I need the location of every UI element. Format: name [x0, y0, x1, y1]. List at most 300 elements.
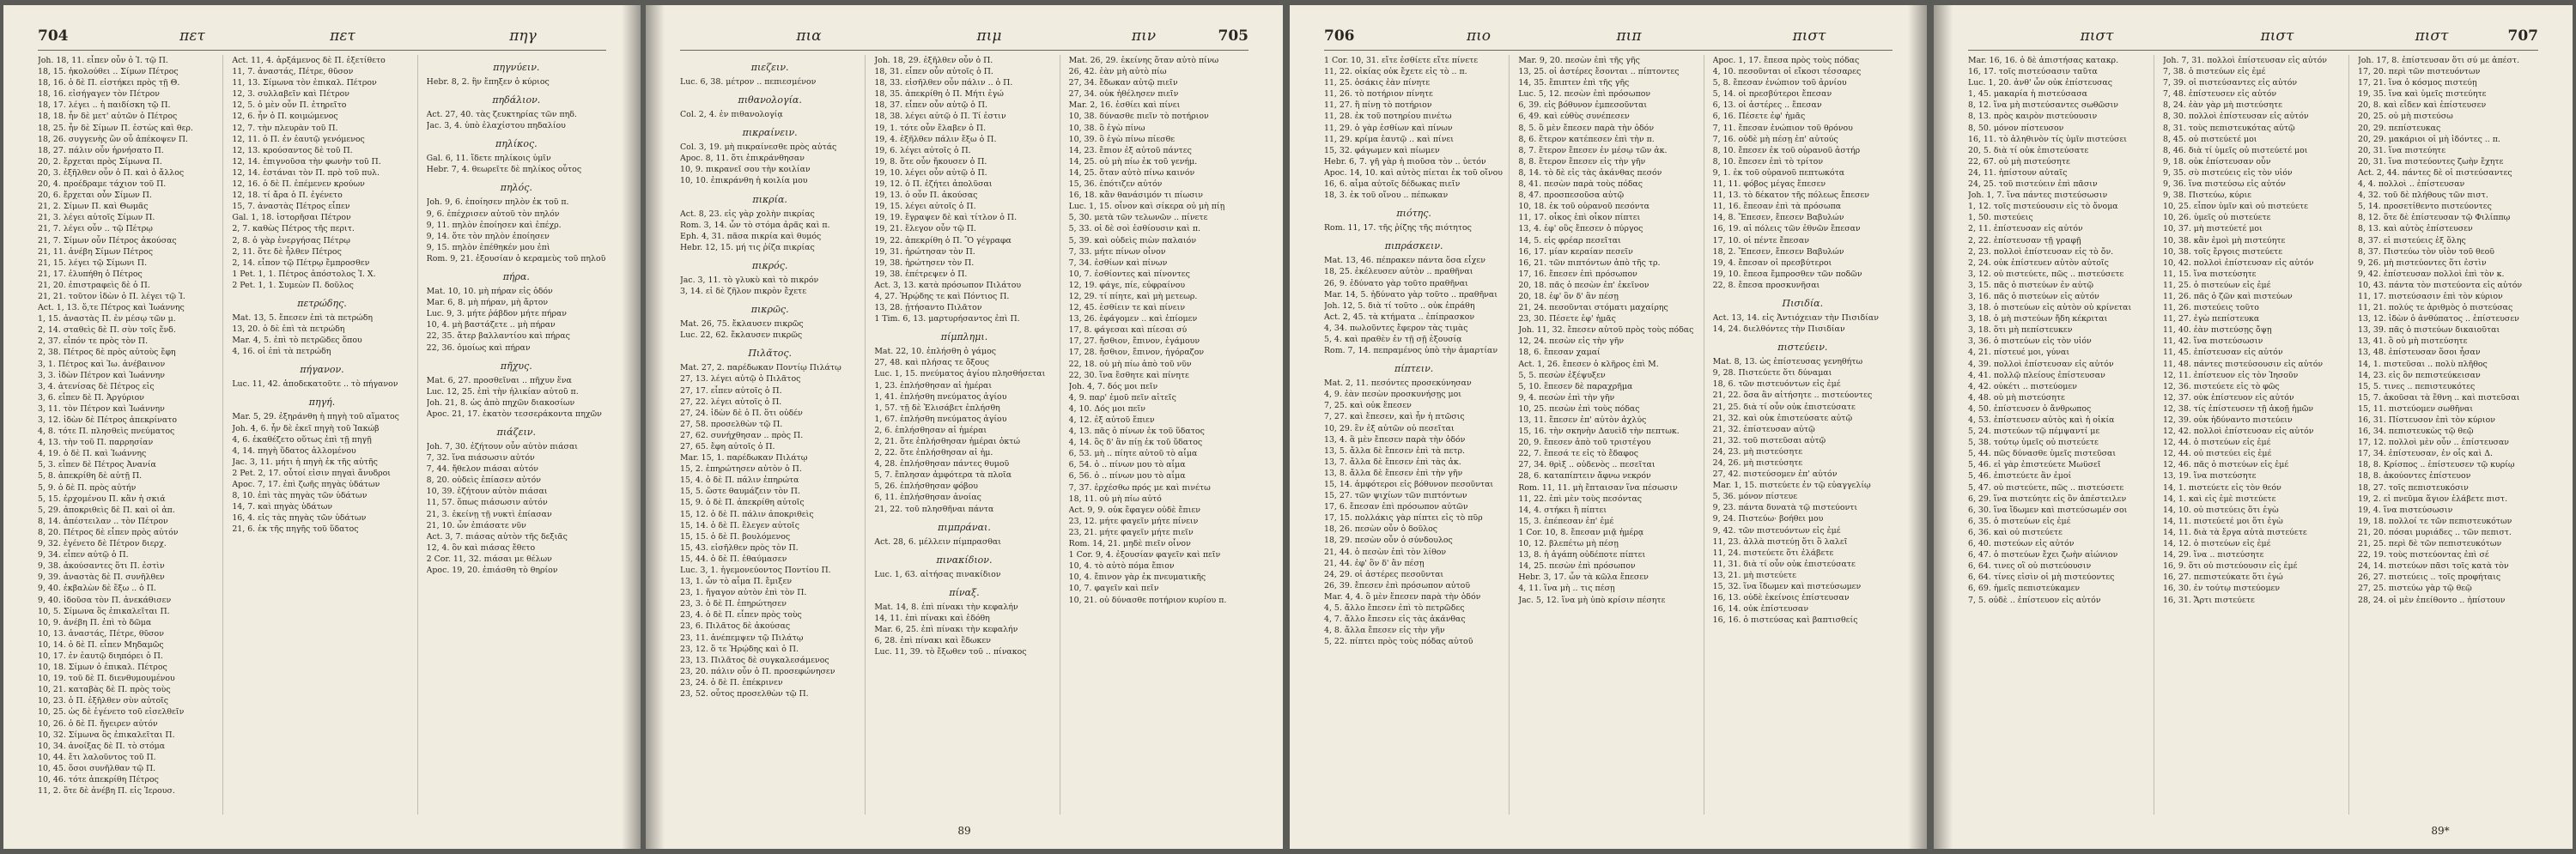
concordance-entry: 4, 6. ἐκαθέζετο οὕτως ἐπὶ τῇ πηγῇ	[232, 434, 372, 445]
concordance-entry: 11, 22. οἰκίας οὐκ ἔχετε εἰς τὸ .. π.	[1324, 67, 1467, 77]
concordance-entry: Act. 2, 45. τὰ κτήματα .. ἐπίπρασκον	[1324, 312, 1475, 322]
concordance-entry: 12, 3. συλλαβεῖν καὶ Πέτρον	[232, 89, 350, 100]
concordance-entry: Joh. 18, 11. εἶπεν οὖν ὁ Ἰ. τῷ Π.	[38, 56, 168, 65]
concordance-entry: 11, 45. ἐπίστευσαν εἰς αὐτόν	[2163, 348, 2283, 358]
concordance-entry: 18, 26. πεσὼν οὖν ὁ δοῦλος	[1324, 524, 1437, 535]
concordance-entry: 14, 24. διελθόντες τὴν Πισιδίαν	[1712, 324, 1845, 335]
concordance-entry: 14, 1. πιστεύετε εἰς τὸν θεόν	[2163, 482, 2281, 493]
concordance-entry: 10, 34. ἀνοίξας δὲ Π. τὸ στόμα	[38, 741, 166, 751]
concordance-entry: 2, 22. ἐπίστευσαν τῇ γραφῇ	[1968, 235, 2081, 245]
concordance-entry: Joh. 7, 31. πολλοὶ ἐπίστευσαν εἰς αὐτόν	[2163, 56, 2327, 65]
concordance-entry: 8, 10. ἔπεσεν ἐκ τοῦ οὐρανοῦ ἀστήρ	[1712, 145, 1861, 155]
concordance-entry: 15, 16. τὴν σκηνὴν Δαυεὶδ τὴν πεπτωκ.	[1518, 427, 1680, 437]
concordance-entry: 1 Pet. 1, 1. Πέτρος ἀπόστολος Ἰ. Χ.	[232, 269, 376, 279]
concordance-entry: 6, 35. ὁ πιστεύων εἰς ἐμέ	[1968, 516, 2071, 526]
concordance-entry: 23, 12. μήτε φαγεῖν μήτε πίνειν	[1068, 516, 1199, 526]
concordance-entry: 1 Cor. 9, 4. ἐξουσίαν φαγεῖν καὶ πεῖν	[1068, 550, 1221, 560]
concordance-entry: 21, 32. τοῦ πιστεῦσαι αὐτῷ	[1712, 435, 1826, 445]
concordance-entry: Luc. 1, 15. οἶνον καὶ σίκερα οὐ μὴ πίῃ	[1068, 202, 1225, 212]
concordance-entry: 6, 64. τίνες εἰσὶν οἱ μὴ πιστεύοντες	[1968, 572, 2115, 583]
concordance-entry: 24, 25. τοῦ πιστεύειν ἐπὶ πᾶσιν	[1968, 179, 2098, 190]
running-headword-right: πηγ	[509, 27, 537, 45]
concordance-entry: 9, 24. Πιστεύω· βοήθει μου	[1712, 514, 1824, 524]
concordance-entry: 10, 4. μὴ βαστάζετε .. μὴ πήραν	[426, 320, 556, 330]
concordance-entry: 3, 16. πᾶς ὁ πιστεύων εἰς αὐτόν	[1968, 291, 2099, 301]
concordance-entry: 27, 34. οὐκ ἠθέλησεν πιεῖν	[1068, 89, 1179, 100]
lemma-heading: πιστεύειν.	[1777, 342, 1828, 354]
concordance-entry: 21, 25. διὰ τί οὖν οὐκ ἐπιστεύσατε	[1712, 402, 1856, 412]
running-headword-center: πιμ	[976, 27, 1002, 45]
lemma-heading: πίπτειν.	[1394, 363, 1434, 375]
concordance-entry: 1, 45. μακαρία ἡ πιστεύσασα	[1968, 89, 2087, 100]
concordance-entry: 13, 26. ἐφάγομεν .. καὶ ἐπίομεν	[1068, 314, 1198, 324]
concordance-entry: 13, 48. ἐπίστευσαν ὅσοι ἦσαν	[2358, 348, 2481, 358]
concordance-entry: 27, 65. ἔφη αὐτοῖς ὁ Π.	[680, 441, 775, 451]
text-column	[1713, 55, 1893, 815]
concordance-entry: 3, 18. ὅτι μὴ πεπίστευκεν	[1968, 325, 2073, 336]
concordance-entry: 10, 17. ἐν ἑαυτῷ διηπόρει ὁ Π.	[38, 651, 163, 661]
running-headword-right: πιστ	[1792, 27, 1826, 45]
text-column	[1069, 55, 1249, 815]
concordance-entry: 4, 9. ἐὰν πεσὼν προσκυνήσῃς μοι	[1324, 390, 1461, 400]
concordance-entry: 6, 54. ὁ .. πίνων μου τὸ αἷμα	[1068, 460, 1186, 470]
lemma-heading: πηγή.	[308, 397, 336, 409]
concordance-entry: Apoc. 1, 17. ἔπεσα πρὸς τοὺς πόδας	[1712, 56, 1860, 65]
concordance-entry: 16, 19. αἱ πόλεις τῶν ἐθνῶν ἔπεσαν	[1712, 224, 1861, 234]
lemma-heading: πηλός.	[500, 182, 532, 194]
concordance-entry: 6, 30. ἵνα ἴδωμεν καὶ πιστεύσωμέν σοι	[1968, 505, 2128, 515]
running-headword-center: πιπ	[1616, 27, 1642, 45]
concordance-entry: 3, 18. ὁ πιστεύων εἰς αὐτὸν οὐ κρίνεται	[1968, 303, 2132, 313]
concordance-entry: 16, 9. ὅτι οὐ πιστεύουσιν εἰς ἐμέ	[2163, 561, 2298, 572]
concordance-entry: 17, 20. περὶ τῶν πιστευόντων	[2358, 67, 2481, 77]
concordance-entry: 18, 18. ἦν δὲ μετ' αὐτῶν ὁ Πέτρος	[38, 112, 178, 122]
concordance-entry: 15, 5. ὥστε θαυμάζειν τὸν Π.	[680, 487, 800, 497]
concordance-entry: Hebr. 8, 2. ἣν ἔπηξεν ὁ κύριος	[426, 77, 550, 87]
concordance-entry: 18, 6. τῶν πιστευόντων εἰς ἐμέ	[1712, 379, 1841, 390]
concordance-entry: 14, 23. εἰς ὃν πεπιστεύκεισαν	[2358, 370, 2481, 380]
concordance-entry: 5, 14. προσετίθεντο πιστεύοντες	[2358, 202, 2492, 212]
concordance-entry: 18, 29. πεσὼν οὖν ὁ σύνδουλος	[1324, 536, 1453, 546]
concordance-entry: 10, 38. κἂν ἐμοὶ μὴ πιστεύητε	[2163, 235, 2286, 245]
concordance-entry: 13, 8. ἄλλα δὲ ἔπεσεν ἐπὶ τὴν γῆν	[1324, 468, 1463, 478]
concordance-entry: 12, 14. ἐπιγνοῦσα τὴν φωνὴν τοῦ Π.	[232, 156, 381, 167]
concordance-entry: 4, 8. ἄλλα ἔπεσεν εἰς τὴν γῆν	[1324, 626, 1445, 636]
concordance-entry: 3, 3. ἰδὼν Πέτρον καὶ Ἰωάννην	[38, 370, 165, 380]
concordance-entry: 15, 5. τινες .. πεπιστευκότες	[2358, 381, 2476, 391]
concordance-entry: 26, 39. ἔπεσεν ἐπὶ πρόσωπον αὐτοῦ	[1324, 580, 1471, 591]
concordance-entry: 9, 28. Πιστεύετε ὅτι δύναμαι	[1712, 368, 1832, 379]
concordance-entry: 1, 12. τοῖς πιστεύουσιν εἰς τὸ ὄνομα	[1968, 202, 2118, 212]
concordance-entry: 7, 5. οὐδὲ .. ἐπίστευον εἰς αὐτόν	[1968, 595, 2101, 605]
concordance-entry: 6, 39. εἰς βόθυνον ἐμπεσοῦνται	[1518, 100, 1648, 111]
concordance-entry: 22, 8. ἔπεσα προσκυνῆσαι	[1712, 280, 1820, 290]
lemma-heading: πιότης.	[1396, 208, 1431, 220]
concordance-entry: 5, 4. καὶ πραθὲν ἐν τῇ σῇ ἐξουσίᾳ	[1324, 334, 1462, 344]
concordance-entry: Col. 3, 19. μὴ πικραίνεσθε πρὸς αὐτάς	[680, 142, 837, 153]
concordance-entry: Mar. 2, 16. ἐσθίει καὶ πίνει	[1068, 100, 1181, 111]
concordance-entry: 12, 44. ὁ πιστεύων εἰς ἐμέ	[2163, 438, 2271, 448]
running-headword-center: πετ	[330, 27, 355, 45]
concordance-entry: 9, 40. ἐκβαλὼν δὲ ἔξω .. ὁ Π.	[38, 584, 156, 594]
concordance-entry: 17, 15. πολλάκις γὰρ πίπτει εἰς τὸ πῦρ	[1324, 513, 1483, 524]
concordance-entry: 4, 34. πωλοῦντες ἔφερον τὰς τιμὰς	[1324, 323, 1468, 333]
concordance-entry: 26, 27. πιστεύεις .. τοῖς προφήταις	[2358, 572, 2501, 583]
concordance-entry: 6, 28. ἐπὶ πίνακι καὶ ἔδωκεν	[874, 636, 991, 646]
concordance-entry: 6, 53. μὴ .. πίητε αὐτοῦ τὸ αἷμα	[1068, 449, 1198, 459]
concordance-entry: 5, 24. πιστεύων τῷ πέμψαντί με	[1968, 427, 2100, 437]
concordance-entry: Rom. 9, 21. ἐξουσίαν ὁ κεραμεὺς τοῦ πηλοῦ	[426, 253, 606, 263]
concordance-entry: 13, 19. ἵνα πιστεύσητε	[2163, 471, 2257, 482]
concordance-entry: 18, 27. τοῖς πεπιστευκόσιν	[2358, 482, 2469, 493]
running-headword-right: πιν	[1131, 27, 1157, 45]
concordance-entry: Mat. 10, 10. μὴ πήραν εἰς ὁδόν	[426, 287, 553, 297]
concordance-entry: 21, 25. περὶ δὲ τῶν πεπιστευκότων	[2358, 539, 2502, 549]
concordance-entry: 12, 14. ἑστάναι τὸν Π. πρὸ τοῦ πυλ.	[232, 167, 380, 178]
concordance-entry: 27, 17. εἶπεν αὐτοῖς ὁ Π.	[680, 385, 782, 396]
concordance-entry: 7, 37. ἐρχέσθω πρός με καὶ πινέτω	[1068, 482, 1211, 493]
concordance-entry: 11, 15. ἵνα πιστεύσητε	[2163, 269, 2257, 279]
concordance-entry: 13, 21. μὴ πιστεύετε	[1712, 570, 1797, 580]
concordance-entry: 1 Tim. 6, 13. μαρτυρήσαντος ἐπὶ Π.	[874, 314, 1020, 324]
concordance-entry: 4, 13. τὴν τοῦ Π. παρρησίαν	[38, 438, 154, 448]
concordance-entry: Mar. 6, 25. ἐπὶ πίνακι τὴν κεφαλήν	[874, 625, 1018, 635]
concordance-entry: 14, 25. οὐ μὴ πίω ἐκ τοῦ γενήμ.	[1068, 156, 1198, 167]
concordance-entry: 1, 15. ἀναστὰς Π. ἐν μέσῳ τῶν μ.	[38, 314, 176, 324]
concordance-entry: 5, 36. μόνον πίστευε	[1712, 492, 1798, 502]
concordance-entry: 11, 29. ὁ γὰρ ἐσθίων καὶ πίνων	[1324, 123, 1453, 133]
concordance-entry: 5, 38. τούτῳ ὑμεῖς οὐ πιστεύετε	[1968, 438, 2099, 448]
concordance-entry: 10, 43. πάντα τὸν πιστεύοντα εἰς αὐτόν	[2358, 280, 2523, 290]
page-gutter-shadow	[1908, 5, 1927, 849]
concordance-entry: Gal. 6, 11. ἴδετε πηλίκοις ὑμῖν	[426, 154, 551, 164]
concordance-entry: 26, 42. ἐὰν μὴ αὐτὸ πίω	[1068, 67, 1167, 77]
concordance-entry: 7, 16. οὐδὲ μὴ πέσῃ ἐπ' αὐτούς	[1712, 134, 1838, 144]
concordance-entry: 19, 10. λέγει οὖν αὐτῷ ὁ Π.	[874, 167, 987, 178]
concordance-entry: 14, 8. Ἔπεσεν, ἔπεσεν Βαβυλών	[1712, 213, 1844, 223]
concordance-entry: 7, 44. ἤθελον πιάσαι αὐτόν	[426, 464, 538, 475]
concordance-entry: 18, 33. εἰσῆλθεν οὖν πάλιν .. ὁ Π.	[874, 78, 1013, 88]
concordance-entry: 15, 32. φάγωμεν καὶ πίωμεν	[1324, 145, 1440, 155]
concordance-entry: 19, 12. ὁ Π. ἐζήτει ἀπολῦσαι	[874, 179, 993, 190]
concordance-entry: 12, 5. ὁ μὲν οὖν Π. ἐτηρεῖτο	[232, 100, 347, 111]
concordance-entry: 9, 1. ἐκ τοῦ οὐρανοῦ πεπτωκότα	[1712, 167, 1845, 178]
concordance-entry: 4, 9. παρ' ἐμοῦ πεῖν αἰτεῖς	[1068, 392, 1176, 403]
concordance-entry: 10, 4. ἔπινον γὰρ ἐκ πνευματικῆς	[1068, 572, 1206, 583]
concordance-entry: 19, 31. ἠρώτησαν τὸν Π.	[874, 246, 975, 257]
concordance-entry: Joh. 7, 30. ἐζήτουν οὖν αὐτὸν πιάσαι	[426, 441, 578, 451]
concordance-entry: 27, 13. λέγει αὐτῷ ὁ Πιλᾶτος	[680, 374, 801, 385]
concordance-entry: Mar. 14, 5. ἠδύνατο γὰρ τοῦτο .. πραθῆναι	[1324, 289, 1498, 300]
concordance-entry: 5, 7. ἔπλησαν ἀμφότερα τὰ πλοῖα	[874, 470, 1012, 481]
concordance-entry: Joh. 17, 8. ἐπίστευσαν ὅτι σύ με ἀπέστ.	[2358, 56, 2520, 65]
concordance-entry: 4, 48. οὐ μὴ πιστεύσητε	[1968, 392, 2065, 403]
concordance-entry: 16, 34. πεπιστευκὼς τῷ θεῷ	[2358, 427, 2474, 437]
concordance-entry: 17, 28. ἤσθιον, ἔπινον, ἠγόραζον	[1068, 348, 1205, 358]
concordance-entry: 21, 7. Σίμων οὖν Πέτρος ἀκούσας	[38, 235, 177, 245]
concordance-entry: 23, 3. ὁ δὲ Π. ἐπηρώτησεν	[680, 599, 787, 609]
concordance-entry: 12, 19. φάγε, πίε, εὐφραίνου	[1068, 280, 1186, 290]
concordance-entry: 22, 67. οὐ μὴ πιστεύσητε	[1968, 156, 2070, 167]
concordance-entry: 19, 1. τότε οὖν ἔλαβεν ὁ Π.	[874, 123, 987, 133]
concordance-entry: 21, 3. ἐκείνῃ τῇ νυκτὶ ἐπίασαν	[426, 509, 552, 519]
header-rule	[38, 50, 606, 51]
concordance-entry: 19, 19. ἔγραψεν δὲ καὶ τίτλον ὁ Π.	[874, 213, 1018, 223]
page-columns	[38, 55, 606, 815]
concordance-entry: 11, 31. διὰ τί οὖν οὐκ ἐπιστεύσατε	[1712, 559, 1856, 569]
concordance-entry: 6, 69. ἡμεῖς πεπιστεύκαμεν	[1968, 584, 2081, 594]
concordance-entry: 18, 16. ὁ δὲ Π. εἱστήκει πρὸς τῇ Θ.	[38, 78, 180, 88]
concordance-entry: 5, 39. καὶ οὐδεὶς πιὼν παλαιόν	[1068, 235, 1197, 245]
lemma-heading: πικραίνειν.	[742, 127, 798, 139]
concordance-entry: Mat. 26, 75. ἔκλαυσεν πικρῶς	[680, 319, 804, 330]
concordance-entry: 9, 15. πηλὸν ἐπέθηκέν μου ἐπὶ	[426, 242, 550, 252]
concordance-entry: 4, 12. ἐξ αὐτοῦ ἔπιεν	[1068, 415, 1155, 425]
concordance-entry: 19, 38. ἐπέτρεψεν ὁ Π.	[874, 269, 968, 279]
concordance-entry: 8, 13. καὶ αὐτὸς ἐπίστευσεν	[2358, 224, 2473, 234]
concordance-entry: 8, 20. οὐδεὶς ἐπίασεν αὐτόν	[426, 475, 541, 486]
concordance-entry: 1, 41. ἐπλήσθη πνεύματος ἁγίου	[874, 391, 1007, 402]
concordance-entry: Col. 2, 4. ἐν πιθανολογίᾳ	[680, 110, 783, 120]
concordance-entry: 22, 18. οὐ μὴ πίω ἀπὸ τοῦ νῦν	[1068, 359, 1192, 369]
concordance-entry: 21, 10. ὧν ἐπιάσατε νῦν	[426, 520, 526, 530]
concordance-entry: 1, 23. ἐπλήσθησαν αἱ ἡμέραι	[874, 380, 993, 391]
concordance-entry: 12, 29. τί πίητε, καὶ μὴ μετεωρ.	[1068, 291, 1198, 301]
concordance-entry: 20, 25. οὐ μὴ πιστεύσω	[2358, 112, 2453, 122]
concordance-entry: 12, 13. κρούσαντος δὲ τοῦ Π.	[232, 145, 353, 155]
concordance-entry: Mat. 6, 27. προσθεῖναι .. πῆχυν ἕνα	[426, 375, 572, 385]
concordance-entry: 6, 49. καὶ εὐθὺς συνέπεσεν	[1518, 112, 1630, 122]
lemma-heading: πετρώδης.	[297, 297, 347, 309]
concordance-entry: 27, 62. συνήχθησαν .. πρὸς Π.	[680, 430, 804, 440]
concordance-entry: 10, 38. ὃ ἐγὼ πίνω	[1068, 123, 1145, 133]
concordance-entry: 12, 18. τί ἄρα ὁ Π. ἐγένετο	[232, 191, 343, 201]
lemma-heading: πῆχυς.	[500, 360, 532, 372]
concordance-entry: 2, 22. ὅτε ἐπλήσθησαν αἱ ἡμ.	[874, 448, 993, 458]
concordance-entry: 21, 3. λέγει αὐτοῖς Σίμων Π.	[38, 213, 155, 223]
concordance-entry: 16, 6. αἷμα αὐτοῖς δέδωκας πιεῖν	[1324, 179, 1461, 190]
concordance-entry: 2, 6. ἐπλήσθησαν αἱ ἡμέραι	[874, 425, 987, 435]
concordance-entry: 26, 9. ἐδύνατο γὰρ τοῦτο πραθῆναι	[1324, 278, 1468, 288]
concordance-entry: 9, 40. ἰδοῦσα τὸν Π. ἀνεκάθισεν	[38, 595, 172, 605]
concordance-entry: 20, 18. πᾶς ὁ πεσὼν ἐπ' ἐκεῖνον	[1518, 280, 1649, 290]
concordance-entry: 15, 43. εἰσῆλθεν πρὸς τὸν Π.	[680, 542, 799, 553]
concordance-entry: 19, 6. λέγει αὐτοῖς ὁ Π.	[874, 145, 971, 155]
concordance-entry: Act. 11, 4. ἀρξάμενος δὲ Π. ἐξετίθετο	[232, 56, 386, 65]
concordance-entry: 16, 17. τοῖς πιστεύσασιν ταῦτα	[1968, 67, 2098, 77]
concordance-entry: 11, 23. ἀλλὰ πιστεύῃ ὅτι ὃ λαλεῖ	[1712, 536, 1848, 547]
page-header	[1324, 27, 1893, 48]
concordance-entry: 16, 13. οὐδὲ ἐκείνοις ἐπίστευσαν	[1712, 593, 1850, 603]
concordance-entry: 8, 41. πεσὼν παρὰ τοὺς πόδας	[1518, 179, 1643, 190]
concordance-entry: 12, 44. οὐ πιστεύει εἰς ἐμέ	[2163, 449, 2272, 459]
concordance-entry: 8, 20. Πέτρος δὲ εἶπεν πρὸς αὐτόν	[38, 527, 179, 537]
concordance-entry: 19, 4. ἐξῆλθεν πάλιν ἔξω ὁ Π.	[874, 134, 997, 144]
concordance-entry: 21, 32. καὶ οὐκ ἐπιστεύσατε αὐτῷ	[1712, 413, 1853, 423]
concordance-entry: 15, 36. ἐπότιζεν αὐτόν	[1068, 179, 1163, 190]
concordance-entry: 8, 7. ἕτερον ἔπεσεν ἐν μέσῳ τῶν ἀκ.	[1518, 145, 1668, 155]
concordance-entry: 10, 19. τοῦ δὲ Π. διενθυμουμένου	[38, 674, 175, 684]
concordance-entry: 23, 21. μήτε φαγεῖν μήτε πιεῖν	[1068, 527, 1194, 537]
concordance-entry: 11, 27. ἢ πίνῃ τὸ ποτήριον	[1324, 100, 1432, 111]
concordance-entry: 11, 16. ἔπεσαν ἐπὶ τὰ πρόσωπα	[1712, 202, 1842, 212]
concordance-entry: 13, 12. ἰδὼν ὁ ἀνθύπατος .. ἐπίστευσεν	[2358, 314, 2519, 324]
concordance-entry: 20, 9. ἔπεσεν ἀπὸ τοῦ τριστέγου	[1518, 438, 1651, 448]
concordance-entry: 15, 4. ὁ δὲ Π. πάλιν ἐπηρώτα	[680, 475, 799, 486]
concordance-entry: 15, 32. ἵνα ἴδωμεν καὶ πιστεύσωμεν	[1712, 582, 1862, 592]
page-gutter-shadow	[1934, 5, 1953, 849]
concordance-entry: 8, 13. πρὸς καιρὸν πιστεύουσιν	[1968, 112, 2098, 122]
concordance-entry: Joh. 11, 32. ἔπεσεν αὐτοῦ πρὸς τοὺς πόδας	[1518, 325, 1694, 336]
lemma-heading: πιθανολογία.	[738, 94, 802, 106]
concordance-entry: 13, 20. ὁ δὲ ἐπὶ τὰ πετρώδη	[232, 324, 345, 335]
concordance-entry: Joh. 9, 6. ἐποίησεν πηλὸν ἐκ τοῦ π.	[426, 197, 569, 208]
concordance-entry: Jac. 3, 11. μήτι ἡ πηγὴ ἐκ τῆς αὐτῆς	[232, 457, 378, 467]
concordance-entry: 22, 30. ἵνα ἔσθητε καὶ πίνητε	[1068, 370, 1189, 380]
concordance-entry: 12, 45. ἐσθίειν τε καὶ πίνειν	[1068, 303, 1186, 313]
concordance-entry: 23, 4. ὁ δὲ Π. εἶπεν πρὸς τοὺς	[680, 610, 802, 621]
concordance-entry: 11, 17. οἶκος ἐπὶ οἶκον πίπτει	[1518, 213, 1641, 223]
concordance-entry: 20, 29. πεπίστευκας	[2358, 123, 2441, 133]
concordance-entry: 11, 28. ἐκ τοῦ ποτηρίου πινέτω	[1324, 112, 1452, 122]
concordance-entry: 14, 1. καὶ εἰς ἐμὲ πιστεύετε	[2163, 494, 2276, 504]
concordance-entry: 3, 6. εἶπεν δὲ Π. Ἀργύριον	[38, 392, 144, 403]
concordance-entry: 8, 10. ἔπεσεν ἐπὶ τὸ τρίτον	[1712, 156, 1824, 167]
concordance-entry: 9, 23. πάντα δυνατὰ τῷ πιστεύοντι	[1712, 503, 1858, 513]
concordance-entry: 11, 21. πολύς τε ἀριθμὸς ὁ πιστεύσας	[2358, 303, 2513, 313]
concordance-entry: 15, 7. ἀναστὰς Πέτρος εἶπεν	[232, 202, 350, 212]
concordance-entry: 18, 8. ἀκούοντες ἐπίστευον	[2358, 471, 2471, 482]
concordance-entry: 1, 50. πιστεύεις	[1968, 213, 2033, 223]
page-columns	[1968, 55, 2538, 815]
concordance-entry: 7, 33. μήτε πίνων οἶνον	[1068, 246, 1166, 257]
concordance-entry: 15, 14. ὁ δὲ Π. ἔλεγεν αὐτοῖς	[680, 520, 799, 530]
concordance-entry: 22, 19. τοὺς πιστεύοντας ἐπὶ σέ	[2358, 550, 2489, 560]
page-columns	[1324, 55, 1893, 815]
concordance-entry: Apoc. 19, 20. ἐπιάσθη τὸ θηρίον	[426, 566, 558, 575]
concordance-entry: 9, 42. ἐπίστευσαν πολλοὶ ἐπὶ τὸν κ.	[2358, 269, 2505, 279]
concordance-entry: 18, 17. λέγει .. ἡ παιδίσκη τῷ Π.	[38, 100, 171, 111]
concordance-entry: 14, 1. πιστεῦσαι .. πολὺ πλῆθος	[2358, 359, 2488, 369]
concordance-entry: 10, 9. πικρανεῖ σου τὴν κοιλίαν	[680, 165, 811, 175]
concordance-entry: 16, 30. ἐν τούτῳ πιστεύομεν	[2163, 584, 2281, 594]
lemma-heading: πήρα.	[502, 271, 530, 283]
concordance-entry: 15, 27. τῶν ψιχίων τῶν πιπτόντων	[1324, 491, 1467, 501]
concordance-entry: 12, 37. οὐκ ἐπίστευον εἰς αὐτόν	[2163, 392, 2294, 403]
concordance-entry: Mar. 4, 5. ἐπὶ τὸ πετρῶδες ὅπου	[232, 336, 362, 346]
concordance-entry: 12, 36. πιστεύετε εἰς τὸ φῶς	[2163, 381, 2280, 391]
signature-mark: 89*	[2431, 825, 2450, 837]
concordance-entry: 4, 14. πηγὴ ὕδατος ἁλλομένου	[232, 445, 356, 456]
concordance-entry: 12, 6. ἦν ὁ Π. κοιμώμενος	[232, 112, 338, 122]
concordance-entry: 23, 52. οὗτος προσελθὼν τῷ Π.	[680, 689, 809, 700]
header-rule	[1324, 50, 1893, 51]
concordance-entry: 11, 25. ὁ πιστεύων εἰς ἐμέ	[2163, 280, 2271, 290]
concordance-entry: 3, 14. εἰ δὲ ζῆλον πικρὸν ἔχετε	[680, 287, 807, 297]
lemma-heading: πινακίδιον.	[936, 554, 993, 566]
header-rule	[680, 50, 1249, 51]
concordance-entry: 1, 67. ἐπλήσθη πνεύματος ἁγίου	[874, 414, 1007, 424]
concordance-entry: 23, 13. Πιλᾶτος δὲ συγκαλεσάμενος	[680, 655, 829, 665]
concordance-entry: Rom. 11, 11. μὴ ἔπταισαν ἵνα πέσωσιν	[1518, 482, 1678, 493]
concordance-entry: 8, 37. εἰ πιστεύεις ἐξ ὅλης	[2358, 235, 2466, 245]
concordance-entry: 13, 25. οἱ ἀστέρες ἔσονται .. πίπτοντες	[1518, 67, 1680, 77]
concordance-entry: 11, 13. Σίμωνα τὸν ἐπικαλ. Πέτρον	[232, 78, 377, 88]
concordance-entry: 21, 20. πόσαι μυριάδες .. τῶν πεπιστ.	[2358, 527, 2512, 537]
concordance-entry: 17, 8. φάγεσαι καὶ πίεσαι σύ	[1068, 325, 1188, 336]
concordance-entry: 5, 46. ἐπιστεύετε ἂν ἐμοί	[1968, 471, 2072, 482]
concordance-entry: 14, 25. ὅταν αὐτὸ πίνω καινόν	[1068, 167, 1195, 178]
concordance-entry: 21, 24. πεσοῦνται στόματι μαχαίρης	[1518, 303, 1668, 313]
concordance-entry: 20, 29. μακάριοι οἱ μὴ ἰδόντες .. π.	[2358, 134, 2500, 144]
concordance-entry: Mat. 27, 2. παρέδωκαν Ποντίῳ Πιλάτῳ	[680, 363, 841, 373]
page-number: 707	[2507, 27, 2538, 45]
concordance-entry: 5, 22. πίπτει πρὸς τοὺς πόδας αὐτοῦ	[1324, 637, 1473, 647]
concordance-entry: 4, 53. ἐπίστευσεν αὐτὸς καὶ ἡ οἰκία	[1968, 415, 2115, 425]
concordance-entry: 10, 7. φαγεῖν καὶ πεῖν	[1068, 584, 1159, 594]
concordance-entry: 10, 18. ἐκ τοῦ οὐρανοῦ πεσόντα	[1518, 202, 1649, 212]
page-number: 704	[38, 27, 69, 45]
concordance-entry: Apoc. 14, 10. καὶ αὐτὸς πίεται ἐκ τοῦ οἴνου	[1324, 167, 1503, 178]
concordance-entry: Mar. 9, 20. πεσὼν ἐπὶ τῆς γῆς	[1518, 56, 1640, 65]
concordance-entry: 2, 38. Πέτρος δὲ πρὸς αὐτοὺς ἔφη	[38, 348, 176, 358]
concordance-entry: 6, 29. ἵνα πιστεύητε εἰς ὃν ἀπέστειλεν	[1968, 494, 2127, 504]
concordance-entry: 10, 38. τοῖς ἔργοις πιστεύετε	[2163, 246, 2283, 257]
concordance-entry: 2, 21. ὅτε ἐπλήσθησαν ἡμέραι ὀκτώ	[874, 437, 1021, 446]
lemma-heading: Πιλᾶτος.	[748, 348, 792, 360]
concordance-entry: 10, 44. ἔτι λαλοῦντος τοῦ Π.	[38, 752, 156, 762]
lemma-heading: πίμπλημι.	[940, 331, 988, 343]
concordance-entry: Act. 1, 13. ὅ,τε Πέτρος καὶ Ἰωάννης	[38, 303, 185, 313]
concordance-entry: Joh. 12, 5. διὰ τί τοῦτο .. οὐκ ἐπράθη	[1324, 300, 1475, 311]
concordance-entry: 12, 7. τὴν πλευρὰν τοῦ Π.	[232, 123, 338, 133]
concordance-entry: 10, 10. ἐπικράνθη ἡ κοιλία μου	[680, 176, 808, 186]
concordance-entry: 23, 20. πάλιν οὖν ὁ Π. προσεφώνησεν	[680, 666, 835, 676]
concordance-entry: 14, 5. εἰς φρέαρ πεσεῖται	[1518, 235, 1621, 245]
concordance-entry: 27, 48. καὶ πλήσας τε ὄξους	[874, 358, 990, 368]
concordance-entry: 18, 11. οὐ μὴ πίω αὐτό	[1068, 494, 1162, 504]
concordance-entry: 7, 11. ἔπεσαν ἐνώπιον τοῦ θρόνου	[1712, 123, 1853, 133]
concordance-entry: 21, 22. ὅσα ἂν αἰτήσητε .. πιστεύοντες	[1712, 391, 1873, 401]
concordance-entry: 19, 4. ἵνα πιστεύσωσιν	[2358, 505, 2453, 515]
concordance-entry: 19, 38. ἠρώτησεν τὸν Π.	[874, 257, 975, 268]
concordance-entry: Apoc. 7, 17. ἐπὶ ζωῆς πηγὰς ὑδάτων	[232, 480, 380, 489]
concordance-entry: 18, 8. Κρίσπος .. ἐπίστευσεν τῷ κυρίῳ	[2358, 460, 2515, 470]
concordance-entry: 20, 31. ἵνα πιστεύοντες ζωὴν ἔχητε	[2358, 156, 2504, 167]
concordance-entry: 18, 37. εἶπεν οὖν αὐτῷ ὁ Π.	[874, 100, 987, 111]
concordance-entry: 4, 41. πολλῷ πλείους ἐπίστευσαν	[1968, 370, 2105, 380]
concordance-entry: 13, 4. ἃ μὲν ἔπεσεν παρὰ τὴν ὁδόν	[1324, 434, 1466, 445]
concordance-entry: 22, 35. ἄτερ βαλλαντίου καὶ πήρας	[426, 331, 570, 342]
concordance-entry: 14, 10. οὐ πιστεύεις ὅτι ἐγὼ	[2163, 505, 2279, 515]
concordance-entry: 21, 44. ἐφ' ὃν δ' ἂν πέσῃ	[1324, 558, 1425, 568]
concordance-entry: 27, 25. πιστεύω γὰρ τῷ θεῷ	[2358, 584, 2472, 594]
concordance-entry: 11, 11. φόβος μέγας ἔπεσεν	[1712, 179, 1826, 190]
concordance-entry: 8, 6. ἕτερον κατέπεσεν ἐπὶ τὴν π.	[1518, 134, 1655, 144]
concordance-entry: 2, 11. ἐπίστευσαν εἰς αὐτόν	[1968, 224, 2083, 234]
concordance-entry: 3, 12. οὐ πιστεύετε, πῶς .. πιστεύσετε	[1968, 269, 2124, 279]
concordance-entry: 4, 32. τοῦ δὲ πλήθους τῶν πιστ.	[2358, 191, 2488, 201]
concordance-entry: 14, 11. διὰ τὰ ἔργα αὐτὰ πιστεύετε	[2163, 527, 2307, 537]
concordance-entry: 5, 3. εἶπεν δὲ Πέτρος Ἀνανία	[38, 460, 156, 470]
concordance-entry: 13, 1. ὧν τὸ αἷμα Π. ἔμιξεν	[680, 577, 793, 587]
concordance-entry: 10, 21. καταβὰς δὲ Π. πρὸς τοὺς	[38, 685, 171, 695]
concordance-entry: 18, 16. εἰσήγαγεν τὸν Πέτρον	[38, 89, 160, 100]
concordance-entry: 4, 28. ἐπλήσθησαν πάντες θυμοῦ	[874, 459, 1010, 469]
concordance-entry: 3, 11. τὸν Πέτρον καὶ Ἰωάννην	[38, 403, 165, 414]
concordance-entry: Rom. 7, 14. πεπραμένος ὑπὸ τὴν ἁμαρτίαν	[1324, 346, 1498, 356]
concordance-entry: Joh. 4, 7. δός μοι πεῖν	[1068, 381, 1158, 391]
